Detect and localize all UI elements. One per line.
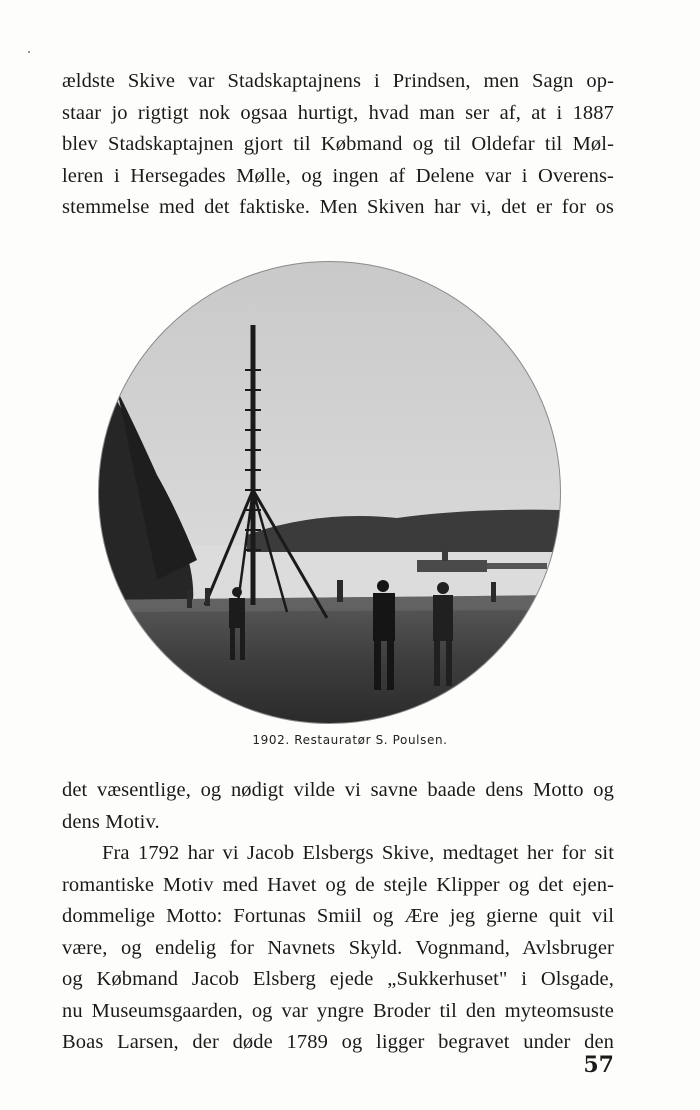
paper-speck: [28, 51, 30, 53]
text-line: Boas Larsen, der døde 1789 og ligger begravet under den: [62, 1031, 614, 1053]
text-line: ældste Skive var Stadskaptajnens i Prindsen, men Sagn op-: [62, 70, 614, 92]
top-paragraph: [62, 66, 614, 224]
text-line: være, og endelig for Navnets Skyld. Vognmand, Avlsbruger: [62, 936, 614, 959]
text-line: og Købmand Jacob Elsberg ejede „Sukkerhuset" i Olsgade,: [62, 968, 614, 990]
circular-photograph: [97, 260, 562, 725]
text-line: staar jo rigtigt nok ogsaa hurtigt, hvad man ser af, at i 1887: [62, 101, 614, 124]
text-line: blev Stadskaptajnen gjort til Købmand og til Oldefar til Møl-: [62, 133, 614, 155]
text-line: leren i Hersegades Mølle, og ingen af Delene var i Overens-: [62, 164, 614, 187]
photo-caption: 1902. Restauratør S. Poulsen.: [252, 733, 448, 747]
ground: [97, 595, 562, 725]
text-line: stemmelse med det faktiske. Men Skiven har vi, det er for os: [62, 196, 614, 218]
text-line: det væsentlige, og nødigt vilde vi savne baade dens Motto og: [62, 779, 614, 801]
bottom-paragraph: [62, 775, 614, 1059]
text-line: dommelige Motto: Fortunas Smiil og Ære jeg gierne quit vil: [62, 905, 614, 927]
text-line: nu Museumsgaarden, og var yngre Broder til den myteomsuste: [62, 999, 614, 1022]
text-line: romantiske Motiv med Havet og de stejle Klipper og det ejen-: [62, 873, 614, 896]
page-number: 57: [583, 1052, 614, 1078]
text-line: dens Motiv.: [62, 810, 160, 833]
text-line: Fra 1792 har vi Jacob Elsbergs Skive, medtaget her for sit: [102, 842, 614, 864]
